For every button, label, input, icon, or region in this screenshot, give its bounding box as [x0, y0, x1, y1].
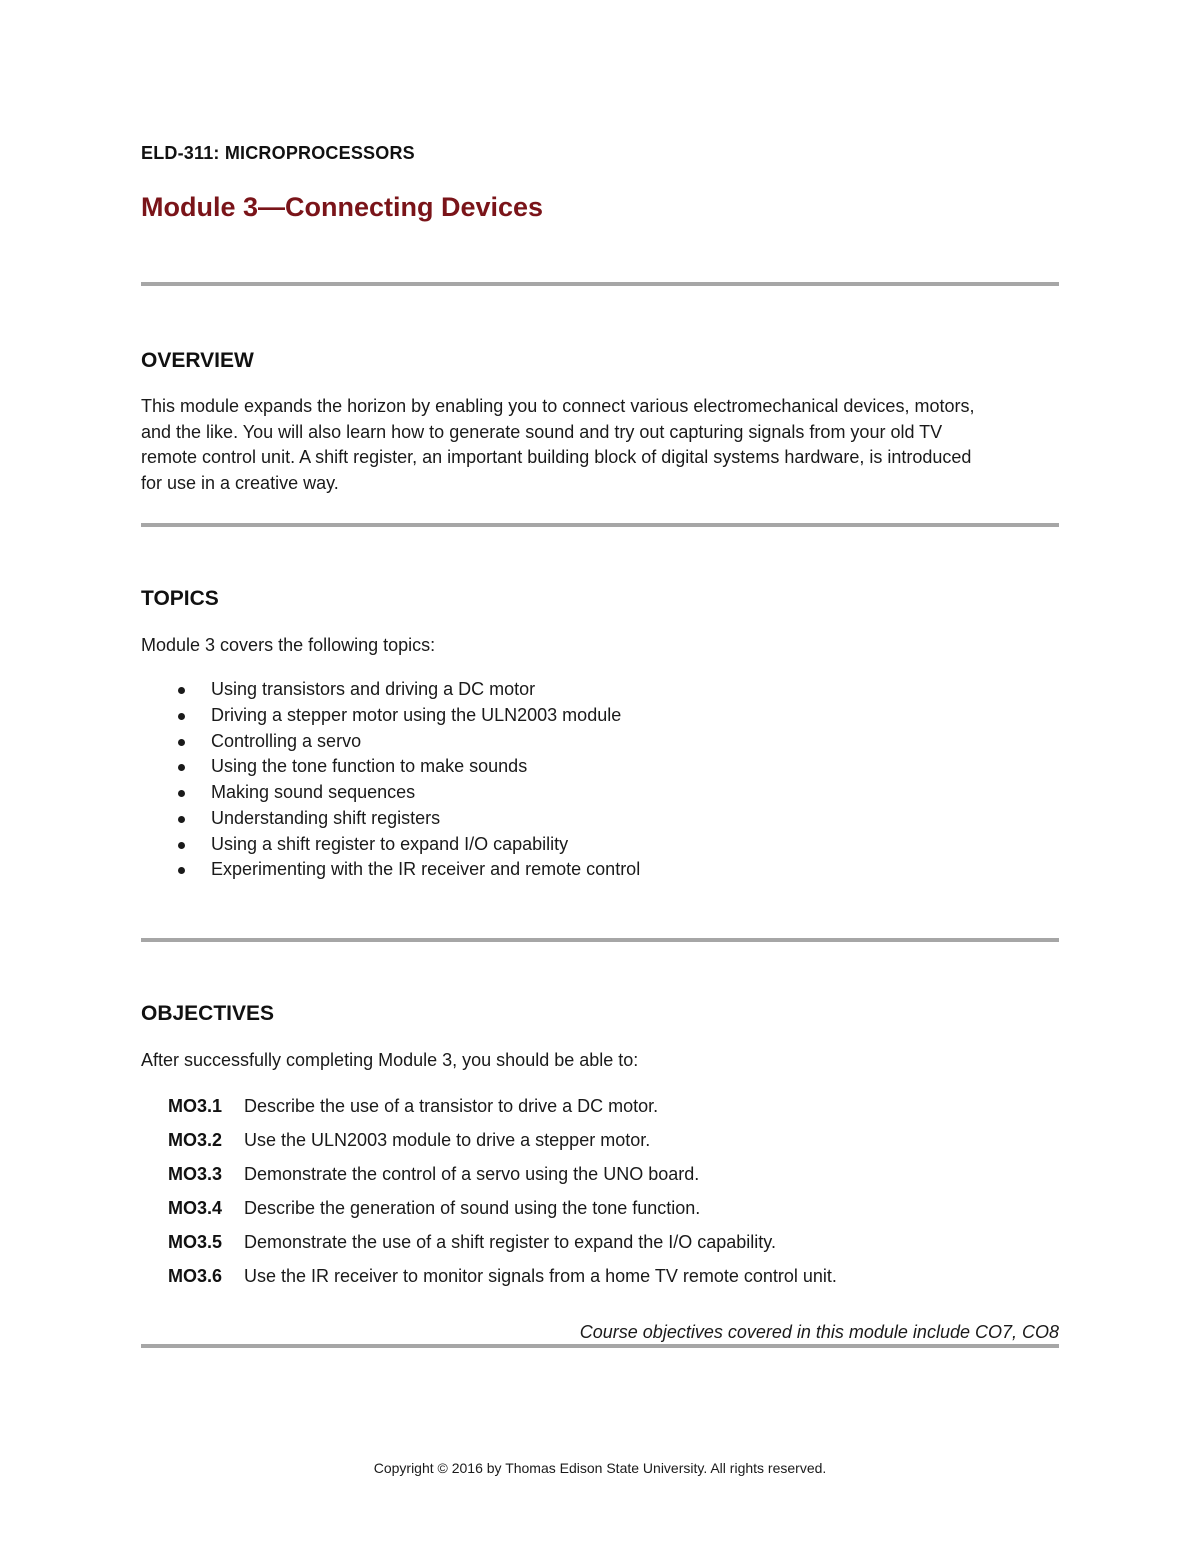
objective-text: Demonstrate the use of a shift register to expand the I/O capability. — [244, 1232, 776, 1252]
section-divider — [141, 1344, 1059, 1348]
objectives-intro: After successfully completing Module 3, you should be able to: — [141, 1050, 639, 1070]
overview-heading: OVERVIEW — [141, 349, 254, 372]
course-code: ELD-311: MICROPROCESSORS — [141, 143, 415, 163]
objectives-heading: OBJECTIVES — [141, 1002, 275, 1025]
bullet-icon — [178, 739, 185, 746]
overview-line: and the like. You will also learn how to generate sound and try out capturing signals from your old TV — [141, 421, 943, 442]
bullet-icon — [178, 713, 185, 720]
objective-text: Describe the use of a transistor to drive a DC motor. — [244, 1096, 659, 1116]
topics-intro: Module 3 covers the following topics: — [141, 635, 436, 655]
objective-text: Describe the generation of sound using the tone function. — [244, 1198, 701, 1218]
objective-text: Demonstrate the control of a servo using the UNO board. — [244, 1164, 700, 1184]
bullet-icon — [178, 816, 185, 823]
objective-row — [168, 1262, 837, 1296]
list-item: Experimenting with the IR receiver and remote control — [141, 857, 640, 883]
objective-code: MO3.3 — [168, 1164, 223, 1184]
topics-heading: TOPICS — [141, 587, 219, 610]
section-divider — [141, 282, 1059, 286]
bullet-icon — [178, 867, 185, 874]
module-title: Module 3—Connecting Devices — [141, 192, 544, 222]
objective-row — [168, 1160, 837, 1194]
overview-line: remote control unit. A shift register, an important building block of digital systems hardware, is introduced — [141, 447, 972, 467]
overview-paragraph — [141, 394, 1059, 496]
overview-line: for use in a creative way. — [141, 472, 339, 493]
list-item: Understanding shift registers — [141, 806, 640, 832]
objectives-list — [168, 1092, 837, 1296]
objective-text: Use the ULN2003 module to drive a stepper motor. — [244, 1130, 651, 1150]
bullet-icon — [178, 687, 185, 694]
section-divider — [141, 938, 1059, 942]
copyright-footer: Copyright © 2016 by Thomas Edison State University. All rights reserved. — [373, 1460, 827, 1476]
list-item: Driving a stepper motor using the ULN2003 module — [141, 703, 640, 729]
list-item: Controlling a servo — [141, 729, 640, 755]
objective-code: MO3.6 — [168, 1266, 223, 1286]
list-item: Using transistors and driving a DC motor — [141, 677, 640, 703]
objective-code: MO3.1 — [168, 1096, 223, 1116]
overview-line: This module expands the horizon by enabling you to connect various electromechanical devices, motors, — [141, 396, 975, 416]
objective-code: MO3.2 — [168, 1130, 223, 1150]
objective-code: MO3.5 — [168, 1232, 223, 1252]
topics-list — [141, 677, 640, 883]
list-item: Using the tone function to make sounds — [141, 754, 640, 780]
objective-row — [168, 1228, 837, 1262]
document-page — [141, 0, 1059, 1553]
objective-row — [168, 1126, 837, 1160]
list-item: Using a shift register to expand I/O capability — [141, 832, 640, 858]
course-objectives-note: Course objectives covered in this module include CO7, CO8 — [579, 1322, 1059, 1342]
list-item: Making sound sequences — [141, 780, 640, 806]
bullet-icon — [178, 764, 185, 771]
bullet-icon — [178, 842, 185, 849]
section-divider — [141, 523, 1059, 527]
objective-text: Use the IR receiver to monitor signals from a home TV remote control unit. — [244, 1266, 837, 1286]
objective-code: MO3.4 — [168, 1198, 223, 1218]
objective-row — [168, 1092, 837, 1126]
bullet-icon — [178, 790, 185, 797]
objective-row — [168, 1194, 837, 1228]
